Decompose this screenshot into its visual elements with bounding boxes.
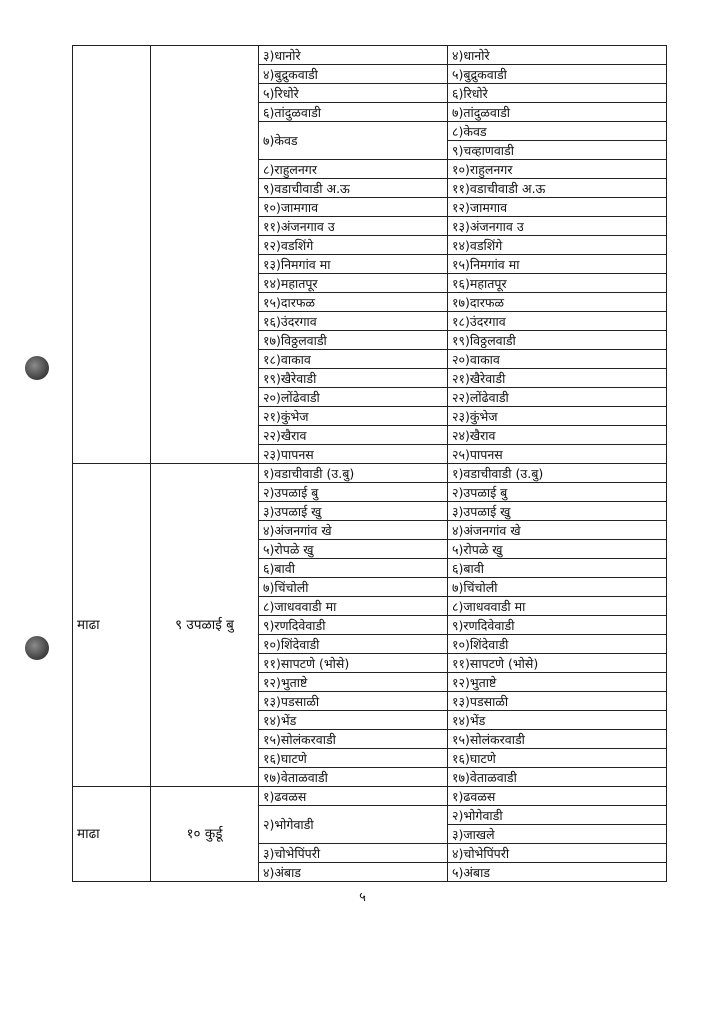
old-village-cell: ९)रणदिवेवाडी bbox=[259, 616, 448, 635]
old-village-cell: १९)खैरेवाडी bbox=[259, 369, 448, 388]
old-village-cell: १०)शिंदेवाडी bbox=[259, 635, 448, 654]
punch-hole-bottom bbox=[25, 636, 49, 660]
new-village-cell: ११)सापटणे (भोसे) bbox=[448, 654, 667, 673]
old-village-cell: ७)केवड bbox=[259, 122, 448, 160]
old-village-cell: ३)चोभेपिंपरी bbox=[259, 844, 448, 863]
old-village-cell: १२)वडशिंगे bbox=[259, 236, 448, 255]
new-village-cell: १७)दारफळ bbox=[448, 293, 667, 312]
old-village-cell: ५)रिधोरे bbox=[259, 84, 448, 103]
old-village-cell: १७)विठ्ठलवाडी bbox=[259, 331, 448, 350]
old-village-cell: १०)जामगाव bbox=[259, 198, 448, 217]
old-village-cell: १७)वेताळवाडी bbox=[259, 768, 448, 787]
old-village-cell: १)वडाचीवाडी (उ.बु) bbox=[259, 464, 448, 483]
old-village-cell: १)ढवळस bbox=[259, 787, 448, 806]
old-village-cell: १८)वाकाव bbox=[259, 350, 448, 369]
taluka-cell: माढा bbox=[73, 787, 151, 882]
new-village-cell: १४)वडशिंगे bbox=[448, 236, 667, 255]
new-village-cell: २१)खैरेवाडी bbox=[448, 369, 667, 388]
old-village-cell: १३)निमगांव मा bbox=[259, 255, 448, 274]
new-village-cell: १६)घाटणे bbox=[448, 749, 667, 768]
new-village-cell: ३)जाखले bbox=[448, 825, 667, 844]
old-village-cell: ८)जाधववाडी मा bbox=[259, 597, 448, 616]
new-village-cell: ४)अंजनगांव खे bbox=[448, 521, 667, 540]
new-village-cell: ६)रिधोरे bbox=[448, 84, 667, 103]
new-village-cell: १)ढवळस bbox=[448, 787, 667, 806]
new-village-cell: १४)भेंड bbox=[448, 711, 667, 730]
new-village-cell: २४)खैराव bbox=[448, 426, 667, 445]
new-village-cell: ७)तांदुळवाडी bbox=[448, 103, 667, 122]
old-village-cell: १५)दारफळ bbox=[259, 293, 448, 312]
old-village-cell: २)उपळाई बु bbox=[259, 483, 448, 502]
new-village-cell: १५)निमगांव मा bbox=[448, 255, 667, 274]
old-village-cell: ३)उपळाई खु bbox=[259, 502, 448, 521]
new-village-cell: १२)जामगाव bbox=[448, 198, 667, 217]
new-village-cell: २३)कुंभेज bbox=[448, 407, 667, 426]
old-village-cell: २३)पापनस bbox=[259, 445, 448, 464]
new-village-cell: ११)वडाचीवाडी अ.ऊ bbox=[448, 179, 667, 198]
table-row bbox=[73, 464, 667, 483]
old-village-cell: २२)खैराव bbox=[259, 426, 448, 445]
new-village-cell: ४)धानोरे bbox=[448, 46, 667, 65]
circle-cell: १० कुर्डू bbox=[151, 787, 259, 882]
old-village-cell: २)भोगेवाडी bbox=[259, 806, 448, 844]
old-village-cell: ४)अंजनगांव खे bbox=[259, 521, 448, 540]
new-village-cell: ३)उपळाई खु bbox=[448, 502, 667, 521]
new-village-cell: २)उपळाई बु bbox=[448, 483, 667, 502]
old-village-cell: १५)सोलंकरवाडी bbox=[259, 730, 448, 749]
old-village-cell: २१)कुंभेज bbox=[259, 407, 448, 426]
old-village-cell: ४)अंबाड bbox=[259, 863, 448, 882]
old-village-cell: ६)बावी bbox=[259, 559, 448, 578]
new-village-cell: ५)रोपळे खु bbox=[448, 540, 667, 559]
new-village-cell: २०)वाकाव bbox=[448, 350, 667, 369]
new-village-cell: १७)वेताळवाडी bbox=[448, 768, 667, 787]
old-village-cell: ११)अंजनगाव उ bbox=[259, 217, 448, 236]
old-village-cell: १४)भेंड bbox=[259, 711, 448, 730]
new-village-cell: २२)लोंढेवाडी bbox=[448, 388, 667, 407]
page-number: ५ bbox=[359, 890, 366, 905]
old-village-cell: ८)राहुलनगर bbox=[259, 160, 448, 179]
taluka-cell bbox=[73, 46, 151, 464]
old-village-cell: ६)तांदुळवाडी bbox=[259, 103, 448, 122]
old-village-cell: ४)बुद्रुकवाडी bbox=[259, 65, 448, 84]
new-village-cell: १३)अंजनगाव उ bbox=[448, 217, 667, 236]
old-village-cell: १३)पडसाळी bbox=[259, 692, 448, 711]
new-village-cell: ९)चव्हाणवाडी bbox=[448, 141, 667, 160]
table-row bbox=[73, 787, 667, 806]
new-village-cell: १५)सोलंकरवाडी bbox=[448, 730, 667, 749]
new-village-cell: ४)चोभेपिंपरी bbox=[448, 844, 667, 863]
new-village-cell: १०)शिंदेवाडी bbox=[448, 635, 667, 654]
new-village-cell: ५)बुद्रुकवाडी bbox=[448, 65, 667, 84]
new-village-cell: १२)भुताष्टे bbox=[448, 673, 667, 692]
new-village-cell: ८)जाधववाडी मा bbox=[448, 597, 667, 616]
new-village-cell: १८)उंदरगाव bbox=[448, 312, 667, 331]
old-village-cell: १४)महातपूर bbox=[259, 274, 448, 293]
old-village-cell: ७)चिंचोली bbox=[259, 578, 448, 597]
old-village-cell: ९)वडाचीवाडी अ.ऊ bbox=[259, 179, 448, 198]
new-village-cell: २)भोगेवाडी bbox=[448, 806, 667, 825]
circle-cell: ९ उपळाई बु bbox=[151, 464, 259, 787]
old-village-cell: ११)सापटणे (भोसे) bbox=[259, 654, 448, 673]
new-village-cell: ७)चिंचोली bbox=[448, 578, 667, 597]
new-village-cell: ८)केवड bbox=[448, 122, 667, 141]
old-village-cell: १२)भुताष्टे bbox=[259, 673, 448, 692]
new-village-cell: १६)महातपूर bbox=[448, 274, 667, 293]
punch-hole-top bbox=[25, 356, 49, 380]
new-village-cell: १९)विठ्ठलवाडी bbox=[448, 331, 667, 350]
new-village-cell: ९)रणदिवेवाडी bbox=[448, 616, 667, 635]
old-village-cell: ५)रोपळे खु bbox=[259, 540, 448, 559]
new-village-cell: ६)बावी bbox=[448, 559, 667, 578]
new-village-cell: ५)अंबाड bbox=[448, 863, 667, 882]
village-table bbox=[72, 45, 667, 882]
old-village-cell: १६)उंदरगाव bbox=[259, 312, 448, 331]
new-village-cell: १)वडाचीवाडी (उ.बु) bbox=[448, 464, 667, 483]
old-village-cell: २०)लोंढेवाडी bbox=[259, 388, 448, 407]
new-village-cell: १३)पडसाळी bbox=[448, 692, 667, 711]
new-village-cell: १०)राहुलनगर bbox=[448, 160, 667, 179]
taluka-cell: माढा bbox=[73, 464, 151, 787]
new-village-cell: २५)पापनस bbox=[448, 445, 667, 464]
old-village-cell: १६)घाटणे bbox=[259, 749, 448, 768]
circle-cell bbox=[151, 46, 259, 464]
old-village-cell: ३)धानोरे bbox=[259, 46, 448, 65]
table-row bbox=[73, 46, 667, 65]
